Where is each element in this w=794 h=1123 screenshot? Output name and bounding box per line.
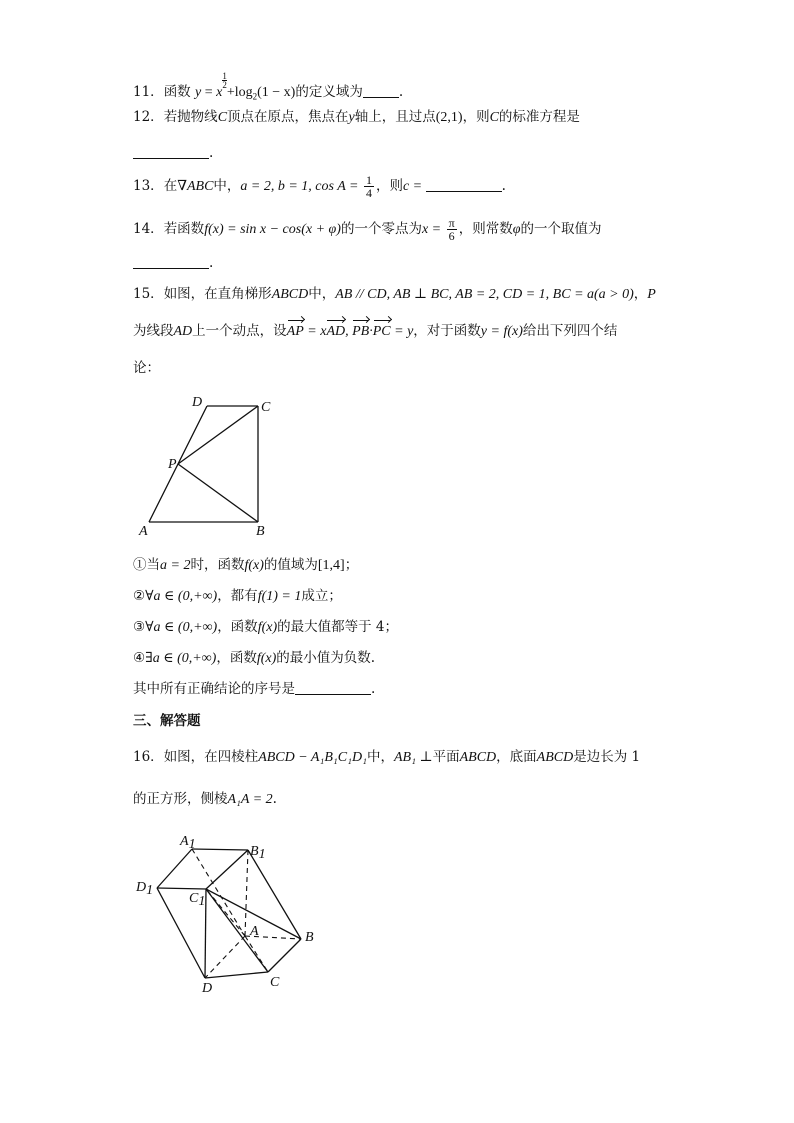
label-B1: B1	[250, 844, 266, 862]
label-D1: D1	[136, 880, 154, 898]
question-12: 12．若抛物线C顶点在原点，焦点在y轴上，且过点(2,1)，则C的标准方程是	[133, 109, 580, 125]
question-16-line2: 的正方形，侧棱A₁A = 2.	[133, 791, 277, 807]
answer-blank[interactable]	[133, 256, 209, 269]
conclusion-2: ②∀a ∈ (0,+∞)，都有f(1) = 1成立；	[133, 588, 342, 604]
label-D: D	[202, 981, 213, 996]
question-12-answer-line: .	[133, 143, 213, 163]
label-A: A	[139, 524, 148, 539]
hidden-AC	[245, 936, 268, 972]
answer-blank[interactable]	[133, 146, 209, 159]
trapezoid-figure	[130, 390, 290, 545]
edge-CB	[268, 939, 301, 972]
conclusion-4: ④∃a ∈ (0,+∞)，函数f(x)的最小值为负数.	[133, 650, 376, 666]
hidden-AB1	[245, 850, 248, 936]
question-14-answer-line: .	[133, 253, 213, 273]
question-11: 11．函数 y = x $\frac{1}{2}$ $+\log_2(1 - x)$的定义域为 .	[133, 71, 404, 102]
conclusion-1: ①当a = 2时，函数f(x)的值域为[1,4]；	[133, 557, 359, 573]
edge-DC	[205, 972, 268, 978]
segment-PC	[178, 406, 258, 464]
label-P: P	[168, 457, 177, 472]
fraction: $\frac{1}{4}$	[365, 173, 372, 200]
answer-blank[interactable]	[363, 85, 399, 98]
label-C1: C1	[189, 891, 206, 909]
edge-A1B1	[192, 849, 248, 850]
question-14: 14．若函数f(x) = sin x − cos(x + φ)的一个零点为x = $\frac{\pi}{6}$ ，则常数φ的一个取值为	[133, 216, 602, 243]
fraction: $\frac{\pi}{6}$	[448, 216, 455, 243]
hidden-A1A	[192, 849, 245, 936]
label-B: B	[256, 524, 265, 539]
question-16: 16．如图，在四棱柱ABCD − A₁B₁C₁D₁中，AB₁ ⊥平面ABCD，底面ABCD是边长为 1	[133, 749, 641, 765]
question-15-line3: 论：	[133, 360, 160, 376]
label-D: D	[192, 395, 203, 410]
question-15-ask: 其中所有正确结论的序号是 .	[133, 681, 376, 697]
segment-PB	[178, 464, 258, 522]
answer-blank[interactable]	[426, 179, 502, 192]
edge-D1A1	[157, 849, 192, 888]
prism-figure	[130, 825, 330, 1000]
answer-blank[interactable]	[295, 682, 371, 695]
question-15-line2: 为线段AD上一个动点，设AP = xAD, PB·PC = y，对于函数y = f(x)给出下列四个结	[133, 321, 617, 342]
section-heading: 三、解答题	[133, 713, 201, 729]
question-15: 15．如图，在直角梯形ABCD中，AB // CD, AB ⊥ BC, AB = 2, CD = 1, BC = a(a > 0)，P	[133, 286, 656, 302]
hidden-AD	[205, 936, 245, 978]
label-C: C	[261, 400, 271, 415]
edge-C1D1	[157, 888, 206, 889]
label-A: A	[250, 924, 259, 939]
label-C: C	[270, 975, 280, 990]
label-A1: A1	[180, 834, 196, 852]
label-B: B	[305, 930, 314, 945]
question-13: 13．在∇ABC中，a = 2, b = 1, cos A = $\frac{1}{4}$ ，则c = .	[133, 173, 506, 200]
edge-C1C	[206, 889, 268, 972]
conclusion-3: ③∀a ∈ (0,+∞)，函数f(x)的最大值都等于 4；	[133, 619, 399, 635]
exponent: $\frac{1}{2}$	[222, 71, 227, 90]
